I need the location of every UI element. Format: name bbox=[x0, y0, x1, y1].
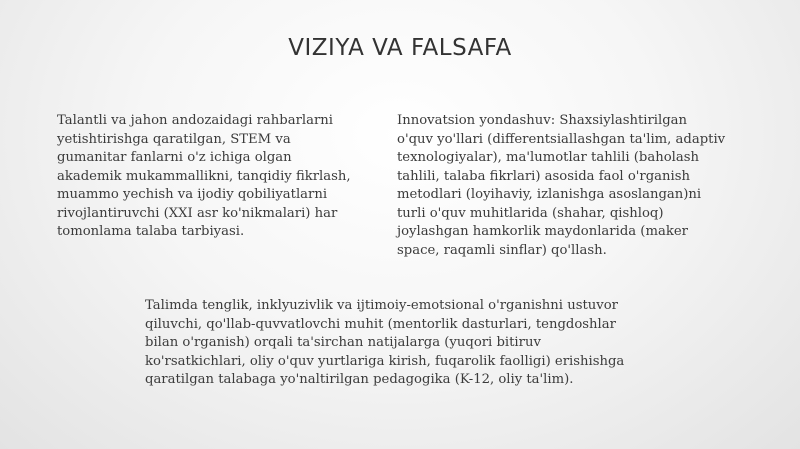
bottom-paragraph: Talimda tenglik, inklyuzivlik va ijtimoiy-emotsional o'rganishni ustuvor qiluvchi, qo'llab-quvvatlovchi muhit (mentorlik dasturlari, tengdoshlar bilan o'rganish) orqali ta'sirchan natijalarga (yuqori bitiruv ko'rsatkichlari, oliy o'quv yurtlariga kirish, fuqarolik faolligi) erishishga qaratilgan talabaga yo'naltirilgan pedagogika (K-12, oliy ta'lim). bbox=[145, 298, 625, 387]
slide-title: VIZIYA VA FALSAFA bbox=[288, 35, 512, 61]
left-paragraph: Talantli va jahon andozaidagi rahbarlarni yetishtirishga qaratilgan, STEM va gumanitar fanlarni o'z ichiga olgan akademik mukammallikni, tanqidiy fikrlash, muammo yechish va ijodiy qobiliyatlarni rivojlantiruvchi (XXI asr ko'nikmalari) har tomonlama talaba tarbiyasi. bbox=[57, 113, 351, 239]
right-paragraph: Innovatsion yondashuv: Shaxsiylashtirilgan o'quv yo'llari (differentsiallashgan ta'lim, adaptiv texnologiyalar), ma'lumotlar tahlili (baholash tahlili, talaba fikrlari) asosida faol o'rganish metodlari (loyihaviy, izlanishga asoslangan)ni turli o'quv muhitlarida (shahar, qishloq) joylashgan hamkorlik maydonlarida (maker space, raqamli sinflar) qo'llash. bbox=[397, 113, 726, 258]
